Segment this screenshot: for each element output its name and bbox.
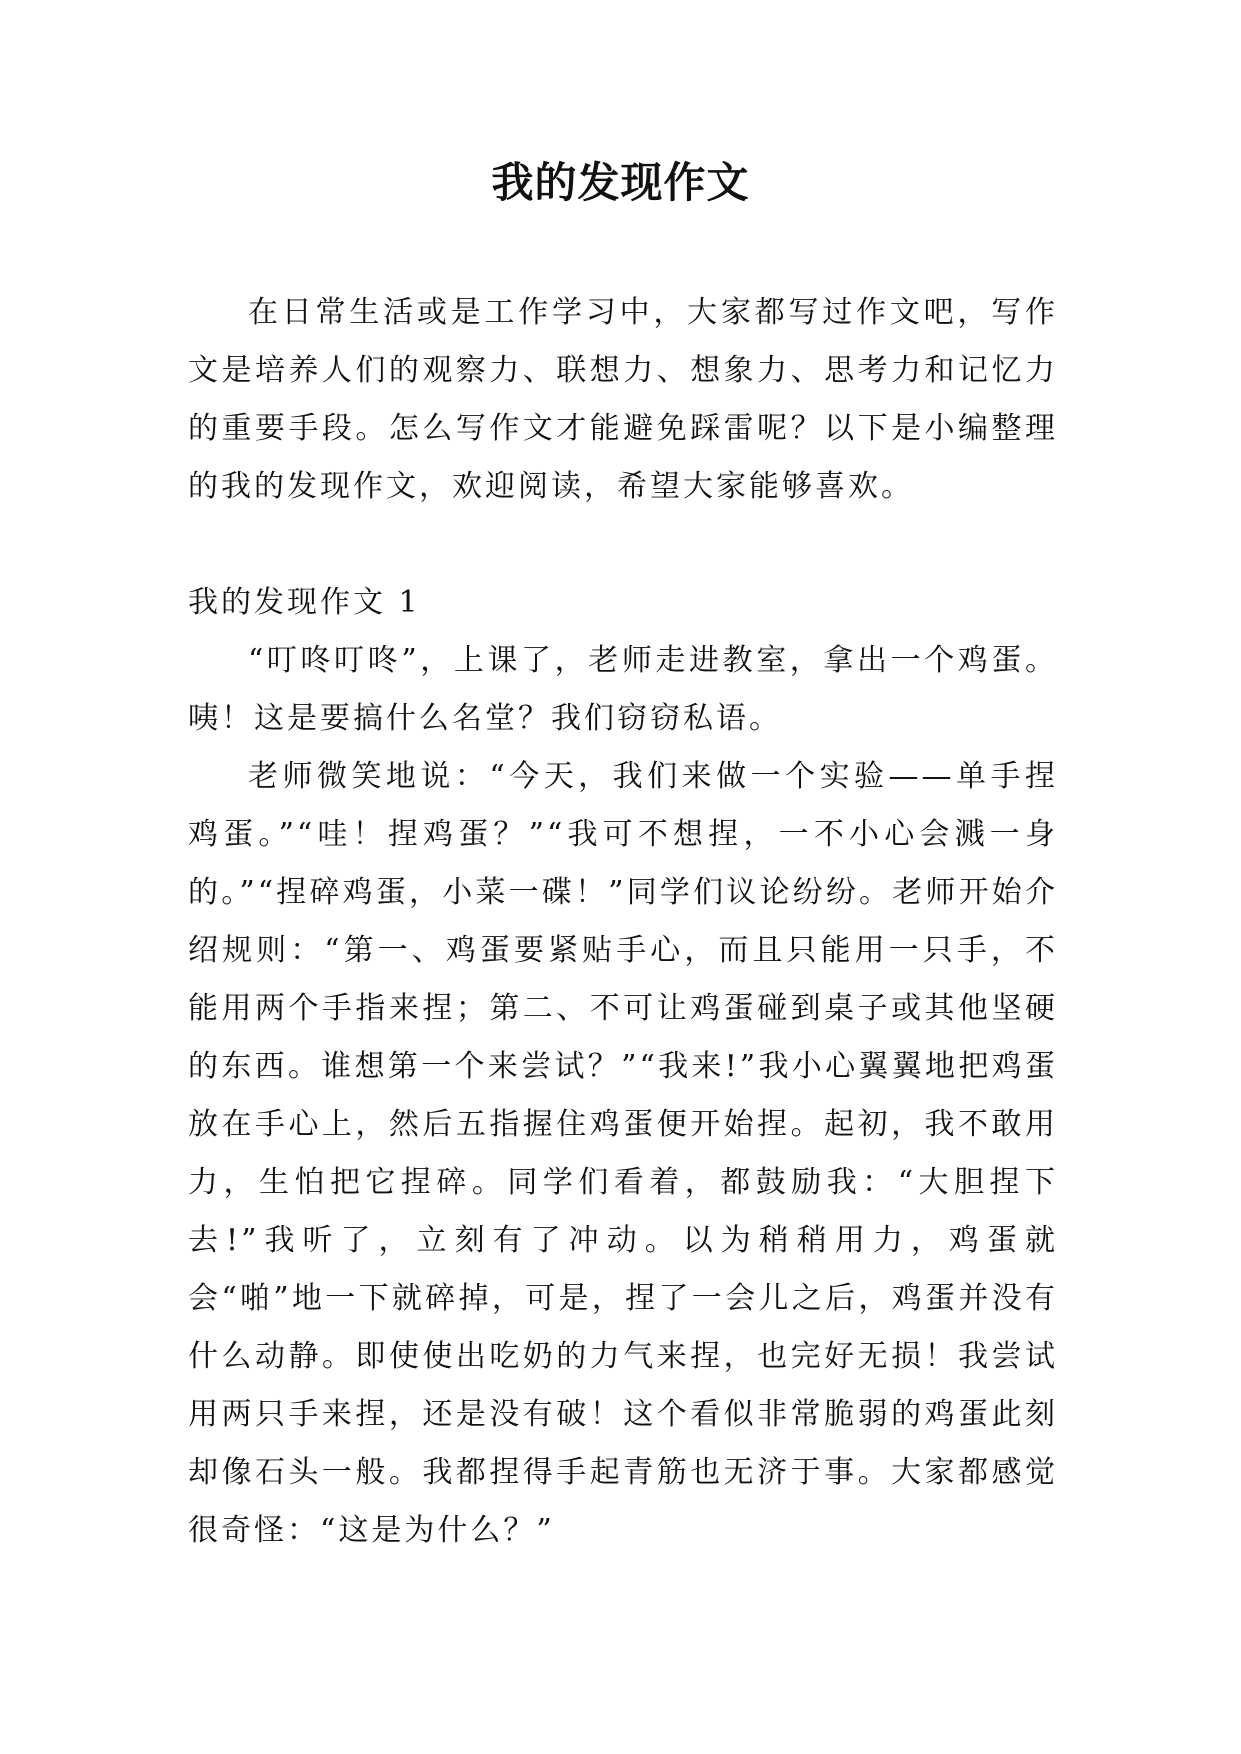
section-heading: 我的发现作文 1 [188, 585, 421, 620]
intro-paragraph: 在日常生活或是工作学习中，大家都写过作文吧，写作文是培养人们的观察力、联想力、想象力、思考力和记忆力的重要手段。怎么写作文才能避免踩雷呢？以下是小编整理的我的发现作文，欢迎阅读，希望大家能够喜欢。 [188, 295, 1058, 504]
document-title: 我的发现作文 [491, 158, 750, 207]
document-body [188, 284, 1058, 1560]
body-paragraph-2: 老师微笑地说：“今天，我们来做一个实验——单手捏鸡蛋。”“哇！捏鸡蛋？”“我可不想捏，一不小心会溅一身的。”“捏碎鸡蛋，小菜一碟！”同学们议论纷纷。老师开始介绍规则：“第一、鸡蛋要紧贴手心，而且只能用一只手，不能用两个手指来捏；第二、不可让鸡蛋碰到桌子或其他坚硬的东西。谁想第一个来尝试？”“我来!”我小心翼翼地把鸡蛋放在手心上，然后五指握住鸡蛋便开始捏。起初，我不敢用力，生怕把它捏碎。同学们看着，都鼓励我：“大胆捏下去!”我听了，立刻有了冲动。以为稍稍用力，鸡蛋就会“啪”地一下就碎掉，可是，捏了一会儿之后，鸡蛋并没有什么动静。即使使出吃奶的力气来捏，也完好无损！我尝试用两只手来捏，还是没有破！这个看似非常脆弱的鸡蛋此刻却像石头一般。我都捏得手起青筋也无济于事。大家都感觉很奇怪：“这是为什么？” [188, 759, 1058, 1548]
body-paragraph-1: “叮咚叮咚”，上课了，老师走进教室，拿出一个鸡蛋。咦！这是要搞什么名堂？我们窃窃私语。 [188, 643, 1058, 736]
